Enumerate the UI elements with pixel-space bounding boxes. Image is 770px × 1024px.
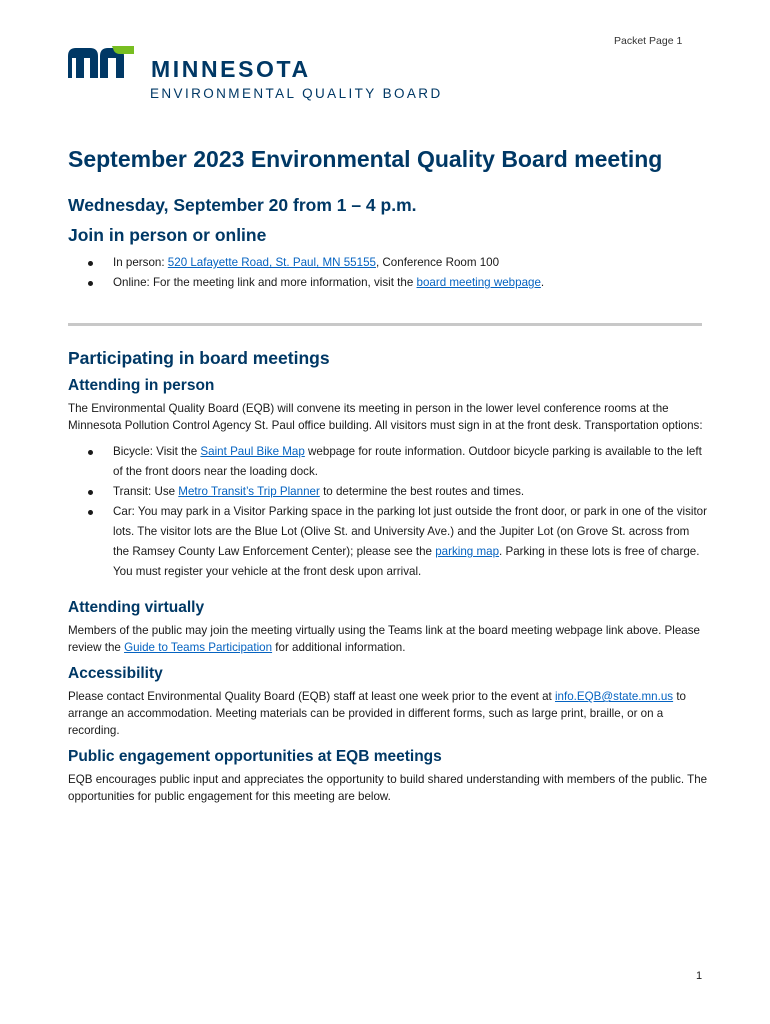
engagement-heading: Public engagement opportunities at EQB meetings: [68, 748, 442, 765]
transit-suffix: to determine the best routes and times.: [319, 485, 525, 498]
participating-heading: Participating in board meetings: [68, 348, 330, 368]
bicycle-prefix: Bicycle: Visit the: [113, 445, 201, 458]
join-heading: Join in person or online: [68, 225, 267, 245]
attending-virtually-heading: Attending virtually: [68, 599, 205, 616]
bullet-icon: [88, 490, 93, 495]
access-suffix: to arrange an accommodation. Meeting materials can be provided in different forms, such as large print, braille, or on a recording.: [68, 690, 686, 737]
teams-guide-link[interactable]: Guide to Teams Participation: [124, 641, 273, 654]
meeting-date-heading: Wednesday, September 20 from 1 – 4 p.m.: [68, 195, 417, 215]
list-item-in-person: [68, 253, 708, 273]
bullet-icon: [88, 450, 93, 455]
car-suffix: . Parking in these lots is free of charge. You must register your vehicle at the front desk upon arrival.: [113, 545, 700, 578]
join-options-list: [68, 253, 708, 293]
transportation-list: [68, 442, 708, 582]
access-prefix: Please contact Environmental Quality Board (EQB) staff at least one week prior to the event at: [68, 690, 555, 703]
list-item-online: [68, 273, 708, 293]
in-person-prefix: In person:: [113, 256, 168, 269]
packet-page-label: Packet Page 1: [614, 35, 683, 47]
online-prefix: Online: For the meeting link and more information, visit the: [113, 276, 417, 289]
document-body: [68, 141, 708, 805]
car-prefix: Car: You may park in a Visitor Parking space in the parking lot just outside the front door, or park in one of the visitor lots. The visitor lots are the Blue Lot (Olive St. and University Ave.) and the Jupiter Lot (on Grove St. across from the Ramsey County Law Enforcement Center); please see the: [113, 505, 707, 558]
address-link[interactable]: 520 Lafayette Road, St. Paul, MN 55155: [167, 256, 376, 269]
virtual-prefix: Members of the public may join the meeting virtually using the Teams link at the board meeting webpage link above. Please review the: [68, 624, 700, 654]
board-meeting-webpage-link[interactable]: board meeting webpage: [416, 276, 541, 289]
in-person-paragraph: The Environmental Quality Board (EQB) will convene its meeting in person in the lower level conference rooms at the Minnesota Pollution Control Agency St. Paul office building. All visitors must sign in at the front desk. Transportation options:: [68, 402, 703, 432]
email-link[interactable]: info.EQB@state.mn.us: [554, 690, 674, 703]
accessibility-paragraph: [68, 688, 708, 739]
page-number: 1: [696, 970, 703, 982]
logo-subtitle: ENVIRONMENTAL QUALITY BOARD: [150, 86, 443, 101]
list-item-bicycle: [68, 442, 708, 482]
transit-prefix: Transit: Use: [113, 485, 179, 498]
mn-logo-icon: [68, 46, 136, 78]
bicycle-suffix: webpage for route information. Outdoor bicycle parking is available to the left of the front doors near the loading dock.: [113, 445, 702, 478]
section-divider: [68, 323, 702, 326]
bullet-icon: [88, 261, 93, 266]
in-person-suffix: , Conference Room 100: [375, 256, 500, 269]
list-item-car: [68, 502, 708, 582]
list-item-transit: [68, 482, 708, 502]
online-suffix: .: [540, 276, 545, 289]
engagement-paragraph: EQB encourages public input and appreciates the opportunity to build shared understanding with members of the public. The opportunities for public engagement for this meeting are below.: [68, 773, 708, 803]
trip-planner-link[interactable]: Metro Transit’s Trip Planner: [178, 485, 320, 498]
bullet-icon: [88, 510, 93, 515]
virtual-suffix: for additional information.: [272, 641, 406, 654]
page-title: September 2023 Environmental Quality Board meeting: [68, 146, 663, 172]
logo-wordmark: MINNESOTA: [151, 56, 311, 82]
bullet-icon: [88, 281, 93, 286]
parking-map-link[interactable]: parking map: [435, 545, 500, 558]
accessibility-heading: Accessibility: [68, 665, 163, 682]
attending-in-person-heading: Attending in person: [68, 377, 215, 394]
virtual-paragraph: [68, 622, 708, 656]
bike-map-link[interactable]: Saint Paul Bike Map: [200, 445, 305, 458]
